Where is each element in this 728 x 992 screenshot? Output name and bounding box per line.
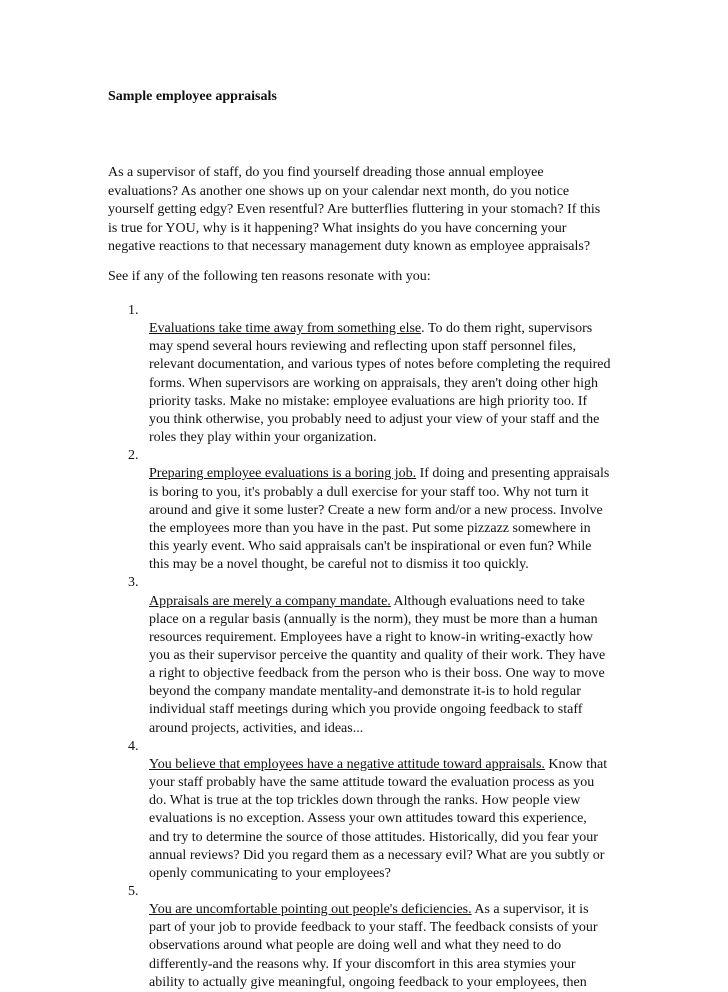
list-item bbox=[108, 574, 618, 737]
list-item-number: 5. bbox=[128, 884, 139, 899]
list-item-number: 4. bbox=[128, 738, 139, 754]
list-item bbox=[108, 738, 618, 883]
reason-text: As a supervisor, it is part of your job to provide feedback to your staff. The feedback consists of your observations around what people are doing well and what they need to do differently-and the reasons why. If your discomfort in this area stymies your ability to actually give meaningful, ongoing feedback to your employees, then bbox=[149, 902, 598, 990]
list-item bbox=[108, 447, 618, 574]
intro-paragraph: As a supervisor of staff, do you find yourself dreading those annual employee evaluations? As another one shows up on your calendar next month, do you notice yourself getting edgy? Even resentful? Are butterflies fluttering in your stomach? If this is true for YOU, why is it happening? What insights do you have concerning your negative reactions to that necessary management duty known as employee appraisals? bbox=[108, 165, 601, 255]
reason-text: If doing and presenting appraisals is boring to you, it's probably a dull exercise for your staff too. Why not turn it around and give it some luster? Create a new form and/or a new process. Involve the employees more than you have in the past. Put some pizzazz somewhere in this yearly event. Who said appraisals can't be inspirational or even fun? While this may be a novel thought, be careful not to dismiss it too quickly. bbox=[149, 466, 610, 573]
document-title: Sample employee appraisals bbox=[108, 89, 277, 104]
reason-heading: Evaluations take time away from something else bbox=[149, 321, 422, 337]
reason-heading: Preparing employee evaluations is a boring job. bbox=[149, 466, 417, 482]
list-item-number: 1. bbox=[128, 303, 139, 318]
reason-heading: Appraisals are merely a company mandate. bbox=[149, 593, 391, 609]
list-item-number: 3. bbox=[128, 575, 139, 591]
list-item bbox=[108, 883, 618, 992]
reason-text: . To do them right, supervisors may spend several hours reviewing and reflecting upon staff personnel files, relevant documentation, and various types of notes before completing the required forms. When supervisors are working on appraisals, they aren't doing other high priority tasks. Make no mistake: employee evaluations are high priority too. If you think otherwise, you probably need to adjust your view of your staff and the roles they play within your organization. bbox=[149, 321, 611, 446]
list-item-number: 2. bbox=[128, 448, 139, 464]
reason-heading: You believe that employees have a negative attitude toward appraisals. bbox=[149, 756, 545, 772]
reasons-list bbox=[108, 302, 618, 992]
reason-text: Although evaluations need to take place on a regular basis (annually is the norm), they must be more than a human resources requirement. Employees have a right to know-in writing-exactly how you as their supervisor perceive the quantity and quality of their work. They have a right to objective feedback from the person who is their boss. One way to move beyond the company mandate mentality-and demonstrate it-is to hold regular individual staff meetings during which you provide ongoing feedback to staff around projects, activities, and ideas... bbox=[149, 593, 606, 736]
list-lead-in: See if any of the following ten reasons resonate with you: bbox=[108, 269, 431, 284]
reason-heading: You are uncomfortable pointing out people's deficiencies. bbox=[149, 902, 472, 918]
reason-text: Know that your staff probably have the same attitude toward the evaluation process as you do. What is true at the top trickles down through the ranks. How people view evaluations is no exception. Assess your own attitudes toward this experience, and try to determine the source of those attitudes. Historically, did you fear your annual reviews? Did you regard them as a necessary evil? What are you subtly or openly communicating to your employees? bbox=[149, 756, 608, 881]
list-item bbox=[108, 302, 618, 447]
